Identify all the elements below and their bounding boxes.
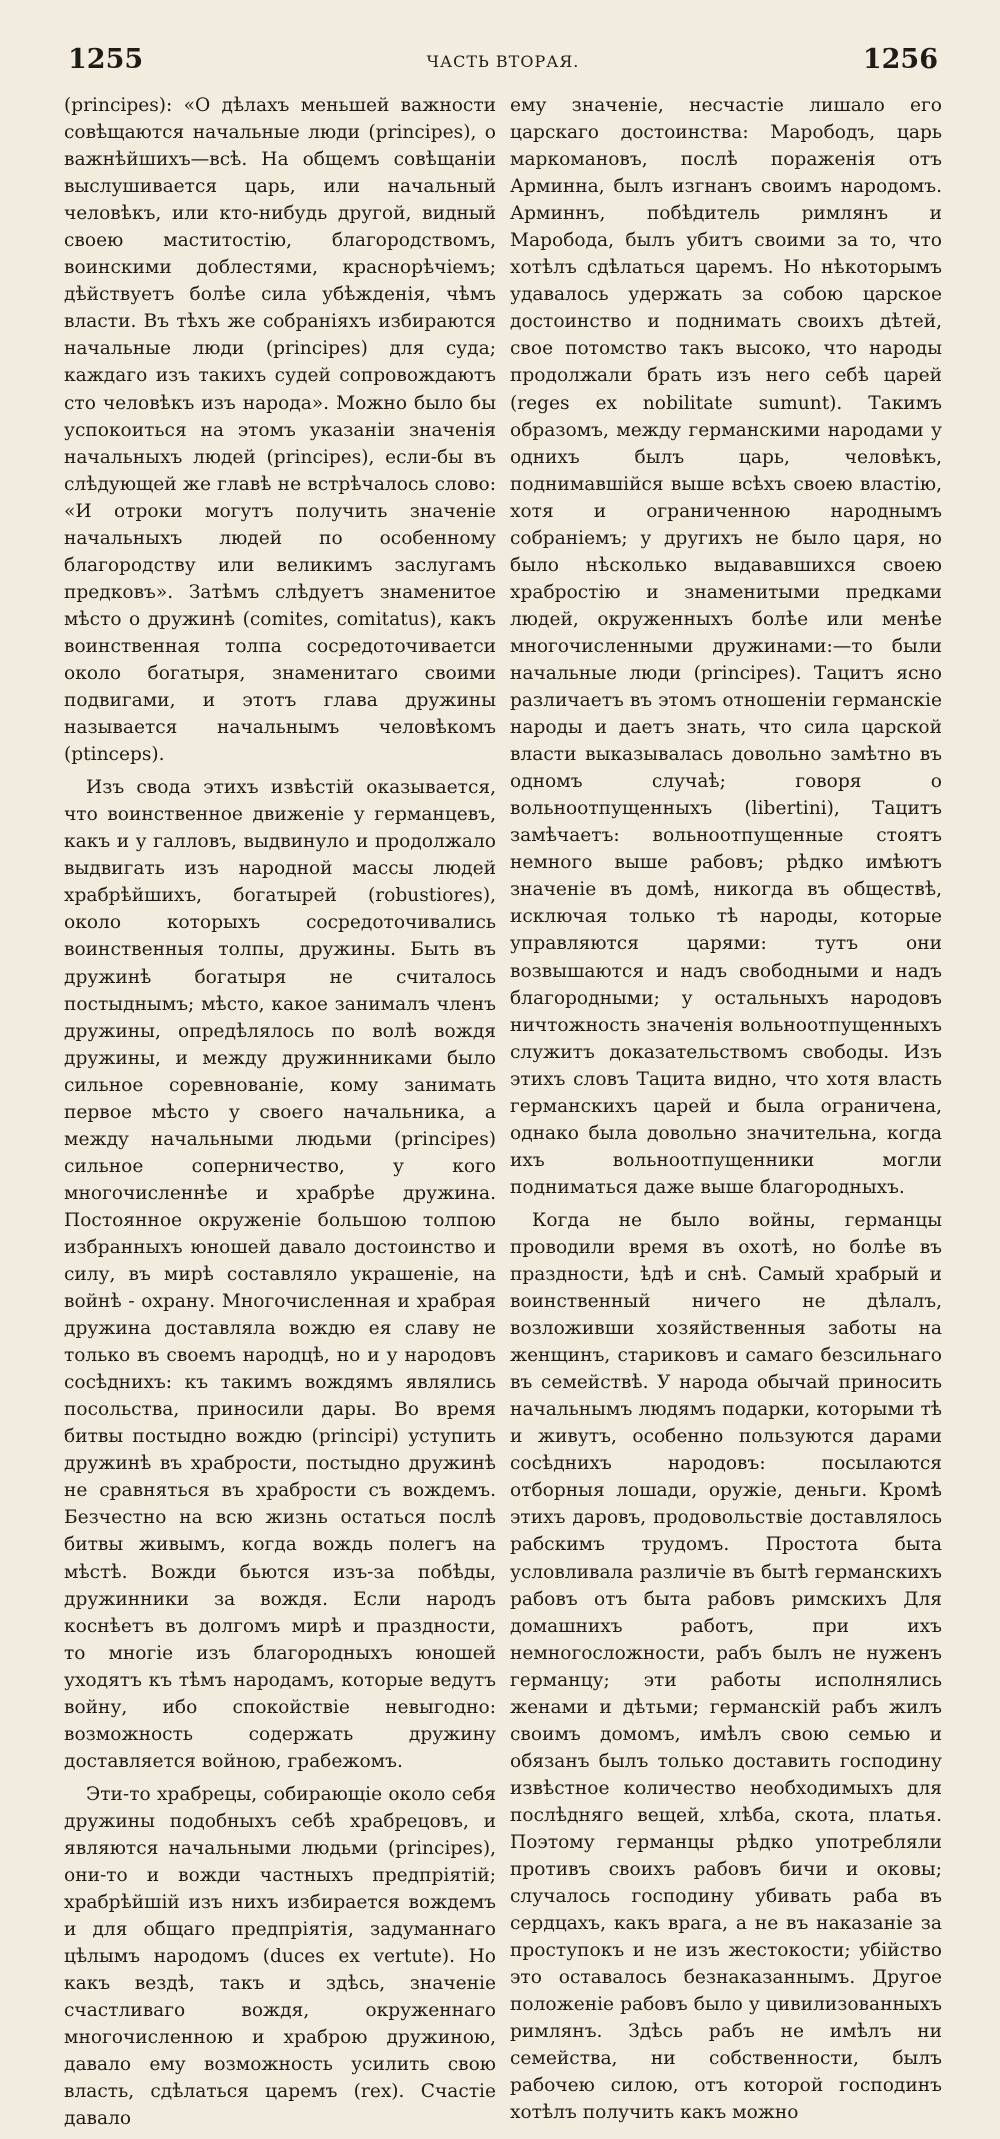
paragraph: Изъ свода этихъ извѣстій оказывается, что воинственное движеніе у германцевъ, какъ и у галловъ, выдвинуло и продолжало выдвигать изъ народной массы людей храбрѣйшихъ, богатырей (robustiores), около которыхъ сосредоточивались воинственныя толпы, дружины. Быть въ дружинѣ богатыря не считалось постыднымъ; мѣсто, какое занималъ членъ дружины, опредѣлялось по волѣ вождя дружины, и между дружинниками было сильное соревнованіе, кому занимать первое мѣсто у своего начальника, а между начальными людьми (principes) сильное соперничество, у кого многочисленнѣе и храбрѣе дружина. Постоянное окруженіе большою толпою избранныхъ юношей давало достоинство и силу, въ мирѣ составляло украшеніе, на войнѣ - охрану. Многочисленная и храбрая дружина доставляла вождю ея славу не только въ своемъ народцѣ, но и у народовъ сосѣднихъ: къ такимъ вождямъ являлись посольства, приносили дары. Во время битвы постыдно вождю (principi) уступить дружинѣ въ храбрости, постыдно дружинѣ не сравняться въ храбрости съ вождемъ. Безчестно на всю жизнь остаться послѣ битвы живымъ, когда вождь полегъ на мѣстѣ. Вожди бьются изъ-за побѣды, дружинники за вождя. Если народъ коснѣетъ въ долгомъ мирѣ и праздности, то многіе изъ благородныхъ юношей уходятъ къ тѣмъ народамъ, которые ведутъ войну, ибо спокойствіе невыгодно: возможность содержать дружину доставляется войною, грабежомъ. [64,777,496,1772]
page-number-right: 1256 [862,44,938,75]
page-header [68,44,938,84]
paragraph: ему значеніе, несчастіе лишало его царскаго достоинства: Марободъ, царь маркомановъ, послѣ пораженія отъ Арминна, былъ изгнанъ своимъ народомъ. Арминнъ, побѣдитель римлянъ и Маробода, былъ убитъ своими за то, что хотѣлъ сдѣлаться царемъ. Но нѣкоторымъ удавалось удержать за собою царское достоинство и поднимать своихъ дѣтей, свое потомство такъ высоко, что народы продолжали брать изъ него себѣ царей (reges ex nobilitate sumunt). Такимъ образомъ, между германскими народами у однихъ былъ царь, человѣкъ, поднимавшійся выше всѣхъ своею властію, хотя и ограниченною народнымъ собраніемъ; у другихъ не было царя, но было нѣсколько выдававшихся своею храбростію и знаменитыми предками людей, окруженныхъ болѣе или менѣе многочисленными дружинами:—то были начальные люди (principes). Тацитъ ясно различаетъ въ этомъ отношеніи германскіе народы и даетъ знать, что сила царской власти выказывалась довольно замѣтно въ одномъ случаѣ; говоря о вольноотпущенныхъ (libertini), Тацитъ замѣчаетъ: вольноотпущенные стоятъ немного выше рабовъ; рѣдко имѣютъ значеніе въ домѣ, никогда въ обществѣ, исключая только тѣ народы, которые управляются царями: тутъ они возвышаются и надъ свободными и надъ благородными; у остальныхъ народовъ ничтожность значенія вольноотпущенныхъ служитъ доказательствомъ свободы. Изъ этихъ словъ Тацита видно, что хотя власть германскихъ царей и была ограничена, однако была довольно значительна, когда ихъ вольноотпущенники могли подниматься даже выше благородныхъ. [510,95,942,1198]
right-column [510,92,942,2133]
left-column [64,92,496,2139]
paragraph: Когда не было войны, германцы проводили время въ охотѣ, но болѣе въ праздности, ѣдѣ и снѣ. Самый храбрый и воинственный ничего не дѣлалъ, возложивши хозяйственныя заботы на женщинъ, стариковъ и самаго безсильнаго въ семействѣ. У народа обычай приносить начальнымъ людямъ подарки, которыми тѣ и живутъ, особенно пользуются дарами сосѣднихъ народовъ: посылаются отборныя лошади, оружіе, деньги. Кромѣ этихъ даровъ, продовольствіе доставлялось рабскимъ трудомъ. Простота быта условливала различіе въ бытѣ германскихъ рабовъ отъ быта рабовъ римскихъ Для домашнихъ работъ, при ихъ немногосложности, рабъ былъ не нуженъ германцу; эти работы исполнялись женами и дѣтьми; германскій рабъ жилъ своимъ домомъ, имѣлъ свою семью и обязанъ былъ только доставить господину извѣстное количество необходимыхъ для послѣдняго вещей, хлѣба, скота, платья. Поэтому германцы рѣдко употребляли противъ своихъ рабовъ бичи и оковы; случалось господину убивать раба въ сердцахъ, какъ врага, а не въ наказаніе за проступокъ и не изъ жестокости; убійство это оставалось безнаказаннымъ. Другое положеніе рабовъ было у цивилизованныхъ римлянъ. Здѣсь рабъ не имѣлъ ни семейства, ни собственности, былъ рабочею силою, отъ которой господинъ хотѣлъ получить какъ можно [510,1209,942,2124]
running-title: ЧАСТЬ ВТОРАЯ. [426,52,580,71]
paragraph: (principes): «О дѣлахъ меньшей важности совѣщаются начальные люди (principes), о важнѣйшихъ—всѣ. На общемъ совѣщаніи выслушивается царь, или начальный человѣкъ, или кто-нибудь другой, видный своею маститостію, благородствомъ, воинскими доблестями, краснорѣчіемъ; дѣйствуетъ болѣе сила убѣжденія, чѣмъ власти. Въ тѣхъ же собраніяхъ избираются начальные люди (principes) для суда; каждаго изъ такихъ судей сопровождаютъ сто человѣкъ изъ народа». Можно было бы успокоиться на этомъ указаніи значенія начальныхъ людей (principes), если-бы въ слѣдующей же главѣ не встрѣчалось слово: «И отроки могутъ получить значеніе начальныхъ людей по особенному благородству или великимъ заслугамъ предковъ». Затѣмъ слѣдуетъ знаменитое мѣсто о дружинѣ (comites, comitatus), какъ воинственная толпа сосредоточиваетси около богатыря, знаменитаго своими подвигами, и этотъ глава дружины называется начальнымъ человѣкомъ (ptinceps). [64,95,496,766]
page-number-left: 1255 [68,44,144,75]
paragraph: Эти-то храбрецы, собирающіе около себя дружины подобныхъ себѣ храбрецовъ, и являются начальными людьми (principes), они-то и вожди частныхъ предпріятій; храбрѣйшій изъ нихъ избирается вождемъ и для общаго предпріятія, задуманнаго цѣлымъ народомъ (duces ex vertute). Но какъ вездѣ, такъ и здѣсь, значеніе счастливаго вождя, окруженнаго многочисленною и храброю дружиною, давало ему возможность усилить свою власть, сдѣлаться царемъ (rex). Счастіе давало [64,1783,496,2130]
